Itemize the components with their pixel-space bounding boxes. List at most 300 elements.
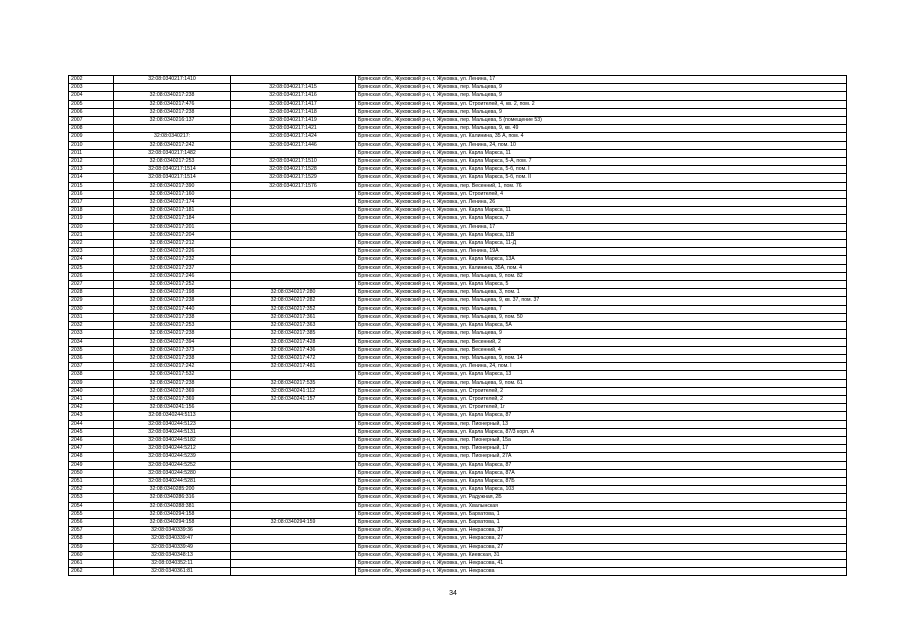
address-cell: Брянская обл., Жуковский р-н, г. Жуковка, ул. Карла Маркса, 5-А, пом. 7: [356, 158, 847, 166]
related-cadastral-number-cell: [231, 502, 356, 510]
related-cadastral-number-cell: 32:08:0340217:363: [231, 322, 356, 330]
table-row: [69, 223, 847, 231]
cadastral-number-cell: 32:08:0340244:5212: [114, 445, 231, 453]
cadastral-number-cell: 32:08:0340288:381: [114, 502, 231, 510]
address-cell: Брянская обл., Жуковский р-н, г. Жуковка, ул. Ленина, 17: [356, 76, 847, 84]
table-row: [69, 240, 847, 248]
row-number-cell: 2057: [69, 527, 114, 535]
table-body: [69, 76, 847, 576]
row-number-cell: 2024: [69, 256, 114, 264]
related-cadastral-number-cell: [231, 436, 356, 444]
cadastral-number-cell: 32:08:0340286:316: [114, 494, 231, 502]
cadastral-number-cell: 32:08:0340217:160: [114, 190, 231, 198]
related-cadastral-number-cell: [231, 76, 356, 84]
table-row: [69, 100, 847, 108]
address-cell: Брянская обл., Жуковский р-н, г. Жуковка, ул. Строителей, 2: [356, 395, 847, 403]
row-number-cell: 2027: [69, 281, 114, 289]
cadastral-number-cell: 32:08:0340244:5252: [114, 461, 231, 469]
row-number-cell: 2043: [69, 412, 114, 420]
row-number-cell: 2009: [69, 133, 114, 141]
cadastral-number-cell: 32:08:0340217:1482: [114, 149, 231, 157]
address-cell: Брянская обл., Жуковский р-н, г. Жуковка, ул. Бархатова, 1: [356, 518, 847, 526]
related-cadastral-number-cell: [231, 428, 356, 436]
cadastral-number-cell: 32:08:0340348:13: [114, 551, 231, 559]
row-number-cell: 2028: [69, 289, 114, 297]
address-cell: Брянская обл., Жуковский р-н, г. Жуковка, ул. Строителей, 4, кв. 2, пом. 2: [356, 100, 847, 108]
related-cadastral-number-cell: [231, 486, 356, 494]
table-row: [69, 559, 847, 567]
related-cadastral-number-cell: 32:08:0340217:1419: [231, 117, 356, 125]
address-cell: Брянская обл., Жуковский р-н, г. Жуковка, ул. Карла Маркса, 87А: [356, 469, 847, 477]
address-cell: Брянская обл., Жуковский р-н, г. Жуковка, ул. Строителей, 2: [356, 387, 847, 395]
address-cell: Брянская обл., Жуковский р-н, г. Жуковка, ул. Карла Маркса, 11: [356, 149, 847, 157]
cadastral-number-cell: 32:08:0340244:5113: [114, 412, 231, 420]
row-number-cell: 2016: [69, 190, 114, 198]
address-cell: Брянская обл., Жуковский р-н, г. Жуковка, пер. Мальцева, 9, пом. 61: [356, 379, 847, 387]
cadastral-number-cell: 32:08:0340244:5239: [114, 453, 231, 461]
address-cell: Брянская обл., Жуковский р-н, г. Жуковка, ул. Калинина, 35 А, пом. 4: [356, 133, 847, 141]
row-number-cell: 2034: [69, 338, 114, 346]
related-cadastral-number-cell: [231, 412, 356, 420]
table-row: [69, 518, 847, 526]
table-row: [69, 264, 847, 272]
row-number-cell: 2062: [69, 568, 114, 576]
table-row: [69, 125, 847, 133]
cadastral-number-cell: 32:08:0340217:184: [114, 215, 231, 223]
address-cell: Брянская обл., Жуковский р-н, г. Жуковка, ул. Радужная, 2Б: [356, 494, 847, 502]
cadastral-number-cell: 32:08:0340244:5131: [114, 428, 231, 436]
cadastral-number-cell: 32:08:0340217:369: [114, 387, 231, 395]
table-row: [69, 305, 847, 313]
table-row: [69, 231, 847, 239]
address-cell: Брянская обл., Жуковский р-н, г. Жуковка, пер. Мальцева, 9: [356, 330, 847, 338]
related-cadastral-number-cell: [231, 510, 356, 518]
table-row: [69, 141, 847, 149]
row-number-cell: 2023: [69, 248, 114, 256]
table-row: [69, 371, 847, 379]
related-cadastral-number-cell: 32:08:0340217:472: [231, 354, 356, 362]
row-number-cell: 2022: [69, 240, 114, 248]
cadastral-number-cell: [114, 84, 231, 92]
table-row: [69, 453, 847, 461]
address-cell: Брянская обл., Жуковский р-н, г. Жуковка, ул. Карла Маркса, 7: [356, 215, 847, 223]
table-row: [69, 190, 847, 198]
related-cadastral-number-cell: 32:08:0340217:361: [231, 313, 356, 321]
table-row: [69, 551, 847, 559]
address-cell: Брянская обл., Жуковский р-н, г. Жуковка, пер. Мальцева, 3, пом. 1: [356, 289, 847, 297]
related-cadastral-number-cell: 32:08:0340217:428: [231, 338, 356, 346]
related-cadastral-number-cell: [231, 543, 356, 551]
cadastral-number-cell: 32:08:0340217:440: [114, 305, 231, 313]
related-cadastral-number-cell: [231, 281, 356, 289]
address-cell: Брянская обл., Жуковский р-н, г. Жуковка, ул. Карла Маркса, 87: [356, 412, 847, 420]
address-cell: Брянская обл., Жуковский р-н, г. Жуковка, пер. Мальцева, 9: [356, 84, 847, 92]
address-cell: Брянская обл., Жуковский р-н, г. Жуковка, ул. Хвалынская: [356, 502, 847, 510]
cadastral-number-cell: 32:08:0340217:226: [114, 248, 231, 256]
cadastral-number-cell: 32:08:0340361:81: [114, 568, 231, 576]
related-cadastral-number-cell: [231, 527, 356, 535]
cadastral-number-cell: 32:08:0340339:49: [114, 543, 231, 551]
address-cell: Брянская обл., Жуковский р-н, г. Жуковка, пер. Мальцева, 9: [356, 108, 847, 116]
address-cell: Брянская обл., Жуковский р-н, г. Жуковка, пер. Весенний, 2: [356, 338, 847, 346]
cadastral-number-cell: 32:08:0340217:237: [114, 264, 231, 272]
row-number-cell: 2004: [69, 92, 114, 100]
related-cadastral-number-cell: 32:08:0340217:1576: [231, 182, 356, 190]
related-cadastral-number-cell: [231, 559, 356, 567]
row-number-cell: 2047: [69, 445, 114, 453]
related-cadastral-number-cell: [231, 207, 356, 215]
table-row: [69, 322, 847, 330]
row-number-cell: 2025: [69, 264, 114, 272]
address-cell: Брянская обл., Жуковский р-н, г. Жуковка, пер. Мальцева, 9: [356, 92, 847, 100]
address-cell: Брянская обл., Жуковский р-н, г. Жуковка, пер. Пионерный, 27А: [356, 453, 847, 461]
related-cadastral-number-cell: [231, 551, 356, 559]
table-row: [69, 149, 847, 157]
table-row: [69, 420, 847, 428]
cadastral-number-cell: 32:08:0340294:158: [114, 518, 231, 526]
row-number-cell: 2040: [69, 387, 114, 395]
table-row: [69, 338, 847, 346]
row-number-cell: 2052: [69, 486, 114, 494]
row-number-cell: 2021: [69, 231, 114, 239]
row-number-cell: 2058: [69, 535, 114, 543]
table-row: [69, 133, 847, 141]
address-cell: Брянская обл., Жуковский р-н, г. Жуковка, пер. Мальцева, 7: [356, 305, 847, 313]
cadastral-number-cell: [114, 125, 231, 133]
row-number-cell: 2020: [69, 223, 114, 231]
row-number-cell: 2003: [69, 84, 114, 92]
table-row: [69, 387, 847, 395]
address-cell: Брянская обл., Жуковский р-н, г. Жуковка, ул. Карла Маркса, 11В: [356, 231, 847, 239]
row-number-cell: 2044: [69, 420, 114, 428]
related-cadastral-number-cell: 32:08:0340217:1510: [231, 158, 356, 166]
row-number-cell: 2038: [69, 371, 114, 379]
address-cell: Брянская обл., Жуковский р-н, г. Жуковка, ул. Карла Маркса, 87/3 корп. А: [356, 428, 847, 436]
table-row: [69, 502, 847, 510]
table-row: [69, 182, 847, 190]
related-cadastral-number-cell: 32:08:0340217:535: [231, 379, 356, 387]
row-number-cell: 2006: [69, 108, 114, 116]
related-cadastral-number-cell: 32:08:0340217:1528: [231, 166, 356, 174]
address-cell: Брянская обл., Жуковский р-н, г. Жуковка, ул. Карла Маркса, 87Б: [356, 477, 847, 485]
row-number-cell: 2056: [69, 518, 114, 526]
row-number-cell: 2012: [69, 158, 114, 166]
row-number-cell: 2053: [69, 494, 114, 502]
address-cell: Брянская обл., Жуковский р-н, г. Жуковка, пер. Мальцева, 9, кв. 37, пом. 37: [356, 297, 847, 305]
related-cadastral-number-cell: 32:08:0340217:1416: [231, 92, 356, 100]
address-cell: Брянская обл., Жуковский р-н, г. Жуковка, ул. Ленина, 19А: [356, 248, 847, 256]
address-cell: Брянская обл., Жуковский р-н, г. Жуковка, пер. Мальцева, 9, пом. 50: [356, 313, 847, 321]
row-number-cell: 2054: [69, 502, 114, 510]
row-number-cell: 2005: [69, 100, 114, 108]
cadastral-number-cell: 32:08:0340217:232: [114, 256, 231, 264]
cadastral-number-cell: 32:08:0340217:373: [114, 346, 231, 354]
table-row: [69, 469, 847, 477]
address-cell: Брянская обл., Жуковский р-н, г. Жуковка, пер. Мальцева, 5 (помещение 53): [356, 117, 847, 125]
address-cell: Брянская обл., Жуковский р-н, г. Жуковка, ул. Некрасова, 37: [356, 527, 847, 535]
row-number-cell: 2033: [69, 330, 114, 338]
cadastral-number-cell: 32:08:0340244:5280: [114, 469, 231, 477]
related-cadastral-number-cell: [231, 461, 356, 469]
table-row: [69, 568, 847, 576]
related-cadastral-number-cell: 32:08:0340217:1417: [231, 100, 356, 108]
related-cadastral-number-cell: [231, 494, 356, 502]
table-row: [69, 272, 847, 280]
row-number-cell: 2035: [69, 346, 114, 354]
address-cell: Брянская обл., Жуковский р-н, г. Жуковка, ул. Ленина, 26: [356, 199, 847, 207]
row-number-cell: 2008: [69, 125, 114, 133]
table-row: [69, 477, 847, 485]
related-cadastral-number-cell: 32:08:0340217:481: [231, 363, 356, 371]
address-cell: Брянская обл., Жуковский р-н, г. Жуковка, ул. Карла Маркса, 13А: [356, 256, 847, 264]
address-cell: Брянская обл., Жуковский р-н, г. Жуковка, ул. Некрасова, 27: [356, 543, 847, 551]
row-number-cell: 2007: [69, 117, 114, 125]
address-cell: Брянская обл., Жуковский р-н, г. Жуковка, ул. Карла Маркса, 5-б, пом. I: [356, 166, 847, 174]
row-number-cell: 2041: [69, 395, 114, 403]
row-number-cell: 2013: [69, 166, 114, 174]
related-cadastral-number-cell: [231, 477, 356, 485]
row-number-cell: 2017: [69, 199, 114, 207]
table-row: [69, 297, 847, 305]
cadastral-number-cell: 32:08:0340217:476: [114, 100, 231, 108]
address-cell: Брянская обл., Жуковский р-н, г. Жуковка, ул. Карла Маркса, 11-Д: [356, 240, 847, 248]
cadastral-number-cell: 32:08:0340217:201: [114, 223, 231, 231]
related-cadastral-number-cell: [231, 371, 356, 379]
cadastral-number-cell: 32:08:0340217:174: [114, 199, 231, 207]
row-number-cell: 2010: [69, 141, 114, 149]
cadastral-number-cell: 32:08:0340244:5182: [114, 436, 231, 444]
cadastral-number-cell: 32:08:0340217:252: [114, 281, 231, 289]
address-cell: Брянская обл., Жуковский р-н, г. Жуковка, пер. Пионерный, 13: [356, 420, 847, 428]
address-cell: Брянская обл., Жуковский р-н, г. Жуковка, пер. Мальцева, 9, пом. 82: [356, 272, 847, 280]
row-number-cell: 2018: [69, 207, 114, 215]
address-cell: Брянская обл., Жуковский р-н, г. Жуковка, ул. Карла Маркса, 11: [356, 207, 847, 215]
cadastral-number-cell: 32:08:0340217:390: [114, 182, 231, 190]
cadastral-number-cell: 32:08:0340217:369: [114, 395, 231, 403]
related-cadastral-number-cell: [231, 420, 356, 428]
cadastral-number-cell: 32:08:0340217:242: [114, 363, 231, 371]
related-cadastral-number-cell: [231, 535, 356, 543]
address-cell: Брянская обл., Жуковский р-н, г. Жуковка, ул. Карла Маркса, 5: [356, 281, 847, 289]
table-row: [69, 76, 847, 84]
row-number-cell: 2042: [69, 404, 114, 412]
row-number-cell: 2037: [69, 363, 114, 371]
row-number-cell: 2045: [69, 428, 114, 436]
address-cell: Брянская обл., Жуковский р-н, г. Жуковка, пер. Мальцева, 9, кв. 49: [356, 125, 847, 133]
cadastral-number-cell: 32:08:0340216:137: [114, 117, 231, 125]
related-cadastral-number-cell: [231, 199, 356, 207]
row-number-cell: 2026: [69, 272, 114, 280]
cadastral-number-cell: 32:08:0340217:1514: [114, 166, 231, 174]
address-cell: Брянская обл., Жуковский р-н, г. Жуковка, пер. Мальцева, 9, пом. 14: [356, 354, 847, 362]
related-cadastral-number-cell: [231, 404, 356, 412]
row-number-cell: 2019: [69, 215, 114, 223]
related-cadastral-number-cell: 32:08:0340217:352: [231, 305, 356, 313]
cadastral-number-cell: 32:08:0340217:238: [114, 313, 231, 321]
related-cadastral-number-cell: [231, 264, 356, 272]
related-cadastral-number-cell: 32:08:0340217:1415: [231, 84, 356, 92]
row-number-cell: 2036: [69, 354, 114, 362]
cadastral-number-cell: 32:08:0340217:238: [114, 297, 231, 305]
table-row: [69, 354, 847, 362]
related-cadastral-number-cell: 32:08:0340217:1418: [231, 108, 356, 116]
related-cadastral-number-cell: [231, 223, 356, 231]
address-cell: Брянская обл., Жуковский р-н, г. Жуковка, ул. Строителей, 4: [356, 190, 847, 198]
cadastral-number-cell: 32:08:0340217:532: [114, 371, 231, 379]
address-cell: Брянская обл., Жуковский р-н, г. Жуковка, ул. Строителей, 1г: [356, 404, 847, 412]
related-cadastral-number-cell: [231, 190, 356, 198]
table-row: [69, 445, 847, 453]
row-number-cell: 2031: [69, 313, 114, 321]
cadastral-number-cell: 32:08:0340217:1410: [114, 76, 231, 84]
cadastral-number-cell: 32:08:0340217:198: [114, 289, 231, 297]
address-cell: Брянская обл., Жуковский р-н, г. Жуковка, ул. Некрасова: [356, 568, 847, 576]
row-number-cell: 2002: [69, 76, 114, 84]
related-cadastral-number-cell: 32:08:0340294:159: [231, 518, 356, 526]
address-cell: Брянская обл., Жуковский р-н, г. Жуковка, ул. Ленина, 17: [356, 223, 847, 231]
row-number-cell: 2015: [69, 182, 114, 190]
cadastral-number-cell: 32:08:0340217:242: [114, 141, 231, 149]
cadastral-number-cell: 32:08:0340217:238: [114, 330, 231, 338]
table-row: [69, 108, 847, 116]
row-number-cell: 2050: [69, 469, 114, 477]
related-cadastral-number-cell: [231, 248, 356, 256]
table-row: [69, 486, 847, 494]
cadastral-number-cell: 32:08:0340217:253: [114, 322, 231, 330]
cadastral-number-cell: 32:08:0340217:238: [114, 354, 231, 362]
table-row: [69, 313, 847, 321]
row-number-cell: 2039: [69, 379, 114, 387]
related-cadastral-number-cell: [231, 215, 356, 223]
cadastral-number-cell: 32:08:0340217:238: [114, 92, 231, 100]
related-cadastral-number-cell: [231, 149, 356, 157]
row-number-cell: 2014: [69, 174, 114, 182]
table-row: [69, 158, 847, 166]
row-number-cell: 2029: [69, 297, 114, 305]
cadastral-number-cell: 32:08:0340244:5281: [114, 477, 231, 485]
table-row: [69, 346, 847, 354]
table-row: [69, 494, 847, 502]
cadastral-number-cell: 32:08:0340352:11: [114, 559, 231, 567]
address-cell: Брянская обл., Жуковский р-н, г. Жуковка, пер. Пионерный, 15а: [356, 436, 847, 444]
table-row: [69, 510, 847, 518]
cadastral-number-cell: 32:08:0340217:181: [114, 207, 231, 215]
related-cadastral-number-cell: [231, 568, 356, 576]
related-cadastral-number-cell: [231, 272, 356, 280]
row-number-cell: 2059: [69, 543, 114, 551]
related-cadastral-number-cell: 32:08:0340217:385: [231, 330, 356, 338]
cadastral-number-cell: 32:08:0340217:246: [114, 272, 231, 280]
table-row: [69, 436, 847, 444]
cadastral-number-cell: 32:08:0340217:394: [114, 338, 231, 346]
row-number-cell: 2030: [69, 305, 114, 313]
table-row: [69, 289, 847, 297]
row-number-cell: 2051: [69, 477, 114, 485]
table-row: [69, 117, 847, 125]
address-cell: Брянская обл., Жуковский р-н, г. Жуковка, ул. Ленина, 24, пом. 10: [356, 141, 847, 149]
table-row: [69, 412, 847, 420]
related-cadastral-number-cell: [231, 231, 356, 239]
cadastral-number-cell: 32:08:0340294:158: [114, 510, 231, 518]
related-cadastral-number-cell: 32:08:0340217:1421: [231, 125, 356, 133]
related-cadastral-number-cell: 32:08:0340217:1529: [231, 174, 356, 182]
table-row: [69, 166, 847, 174]
related-cadastral-number-cell: 32:08:0340217:280: [231, 289, 356, 297]
table-row: [69, 395, 847, 403]
address-cell: Брянская обл., Жуковский р-н, г. Жуковка, ул. Карла Маркса, 13: [356, 371, 847, 379]
address-cell: Брянская обл., Жуковский р-н, г. Жуковка, ул. Карла Маркса, 87: [356, 461, 847, 469]
cadastral-number-cell: 32:08:0340217:1514: [114, 174, 231, 182]
table-row: [69, 207, 847, 215]
cadastral-number-cell: 32:08:0340241:156: [114, 404, 231, 412]
table-row: [69, 256, 847, 264]
address-cell: Брянская обл., Жуковский р-н, г. Жуковка, ул. Ленина, 24, пом. I: [356, 363, 847, 371]
related-cadastral-number-cell: [231, 453, 356, 461]
table-row: [69, 281, 847, 289]
related-cadastral-number-cell: [231, 240, 356, 248]
row-number-cell: 2060: [69, 551, 114, 559]
table-row: [69, 379, 847, 387]
cadastral-number-cell: 32:08:0340217:: [114, 133, 231, 141]
cadastral-number-cell: 32:08:0340217:212: [114, 240, 231, 248]
row-number-cell: 2048: [69, 453, 114, 461]
address-cell: Брянская обл., Жуковский р-н, г. Жуковка, ул. Некрасова, 41: [356, 559, 847, 567]
address-cell: Брянская обл., Жуковский р-н, г. Жуковка, ул. Бархатова, 1: [356, 510, 847, 518]
table-row: [69, 248, 847, 256]
table-row: [69, 535, 847, 543]
address-cell: Брянская обл., Жуковский р-н, г. Жуковка, пер. Весенний, 1, пом. 76: [356, 182, 847, 190]
table-row: [69, 174, 847, 182]
table-row: [69, 461, 847, 469]
cadastral-number-cell: 32:08:0340244:5123: [114, 420, 231, 428]
row-number-cell: 2061: [69, 559, 114, 567]
row-number-cell: 2032: [69, 322, 114, 330]
table-row: [69, 92, 847, 100]
table-row: [69, 428, 847, 436]
row-number-cell: 2055: [69, 510, 114, 518]
related-cadastral-number-cell: 32:08:0340217:282: [231, 297, 356, 305]
cadastral-number-cell: 32:08:0340339:47: [114, 535, 231, 543]
address-cell: Брянская обл., Жуковский р-н, г. Жуковка, ул. Некрасова, 27: [356, 535, 847, 543]
related-cadastral-number-cell: 32:08:0340241:112: [231, 387, 356, 395]
registry-table: [68, 75, 847, 576]
cadastral-number-cell: 32:08:0340217:238: [114, 379, 231, 387]
table-row: [69, 215, 847, 223]
row-number-cell: 2011: [69, 149, 114, 157]
address-cell: Брянская обл., Жуковский р-н, г. Жуковка, ул. Киевская, 31: [356, 551, 847, 559]
table-row: [69, 404, 847, 412]
related-cadastral-number-cell: 32:08:0340217:436: [231, 346, 356, 354]
address-cell: Брянская обл., Жуковский р-н, г. Жуковка, ул. Карла Маркса, 5А: [356, 322, 847, 330]
address-cell: Брянская обл., Жуковский р-н, г. Жуковка, пер. Весенний, 4: [356, 346, 847, 354]
row-number-cell: 2046: [69, 436, 114, 444]
table-row: [69, 363, 847, 371]
cadastral-number-cell: 32:08:0340285:200: [114, 486, 231, 494]
related-cadastral-number-cell: 32:08:0340217:1446: [231, 141, 356, 149]
related-cadastral-number-cell: [231, 445, 356, 453]
page-number: 34: [449, 590, 457, 597]
table-row: [69, 330, 847, 338]
cadastral-number-cell: 32:08:0340217:204: [114, 231, 231, 239]
row-number-cell: 2049: [69, 461, 114, 469]
address-cell: Брянская обл., Жуковский р-н, г. Жуковка, пер. Пионерный, 17: [356, 445, 847, 453]
cadastral-number-cell: 32:08:0340217:238: [114, 108, 231, 116]
table-row: [69, 527, 847, 535]
related-cadastral-number-cell: [231, 256, 356, 264]
table-row: [69, 543, 847, 551]
cadastral-number-cell: 32:08:0340339:36: [114, 527, 231, 535]
address-cell: Брянская обл., Жуковский р-н, г. Жуковка, ул. Калинина, 35А, пом. 4: [356, 264, 847, 272]
